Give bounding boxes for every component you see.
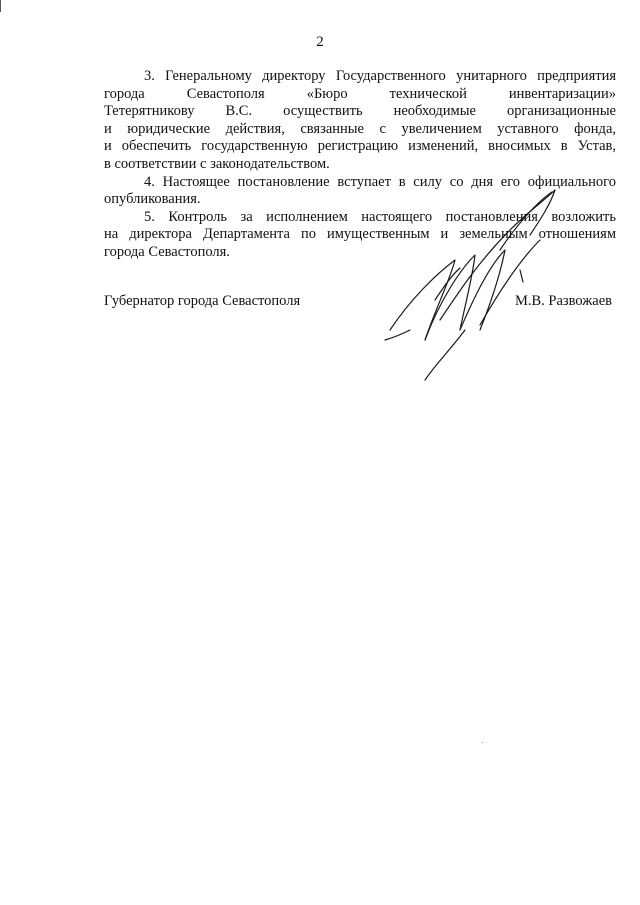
- signer-name: М.В. Развожаев: [514, 293, 612, 309]
- paragraph-3-line-3: Тетерятникову В.С. осуществить необходимые организационные: [104, 103, 616, 120]
- paragraph-4-line-1: 4. Настоящее постановление вступает в силу со дня его официального: [144, 173, 616, 190]
- scan-speck: [482, 742, 483, 743]
- signer-title: Губернатор города Севастополя: [104, 293, 301, 309]
- paragraph-5-line-3: города Севастополя.: [104, 243, 230, 260]
- paragraph-3-line-5: и обеспечить государственную регистрацию изменений, вносимых в Устав,: [104, 138, 616, 155]
- paragraph-5-line-1: 5. Контроль за исполнением настоящего постановления возложить: [144, 208, 616, 225]
- paragraph-5-line-2: на директора Департамента по имущественным и земельным отношениям: [104, 226, 616, 243]
- scan-edge-mark: [0, 0, 1, 12]
- paragraph-3-line-4: и юридические действия, связанные с увеличением уставного фонда,: [104, 120, 616, 137]
- handwritten-signature: [380, 180, 560, 390]
- paragraph-3-line-2: города Севастополя «Бюро технической инвентаризации»: [104, 85, 616, 102]
- paragraph-4-line-2: опубликования.: [104, 191, 201, 208]
- paragraph-3-line-1: 3. Генеральному директору Государственного унитарного предприятия: [144, 68, 616, 84]
- paragraph-3-line-6: в соответствии с законодательством.: [104, 155, 330, 172]
- page-number: 2: [316, 34, 324, 50]
- paragraph-3: [104, 68, 616, 174]
